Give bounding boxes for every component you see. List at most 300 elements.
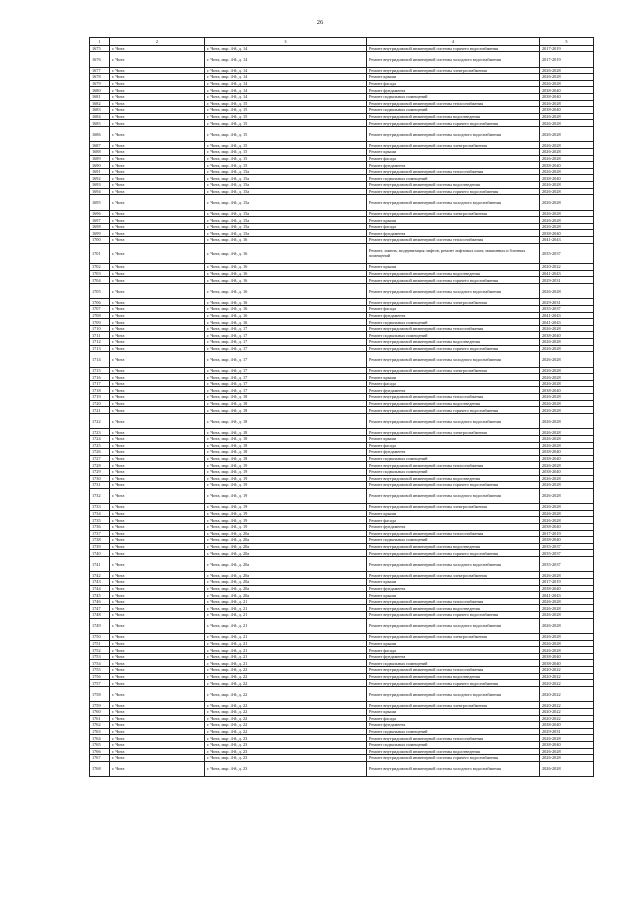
address-cell: г. Чита, мкр. 4-й, д. 22 [205, 715, 367, 722]
table-row [90, 367, 594, 374]
row-number-cell: 1735 [90, 517, 110, 524]
work-type-cell: Ремонт внутридомовой инженерной системы холодного водоснабжения [367, 413, 540, 429]
table-row [90, 407, 594, 414]
work-type-cell: Ремонт фундамента [367, 722, 540, 729]
table-row [90, 530, 594, 537]
municipality-cell: г. Чита [110, 543, 205, 550]
address-cell: г. Чита, мкр. 4-й, д. 17 [205, 352, 367, 368]
period-cell: 2026-2028 [540, 755, 594, 762]
page-number: 26 [316, 19, 324, 26]
row-number-cell: 1712 [90, 339, 110, 346]
work-type-cell: Ремонт подвальных помещений [367, 319, 540, 326]
row-number-cell: 1731 [90, 482, 110, 489]
municipality-cell: г. Чита [110, 407, 205, 414]
municipality-cell: г. Чита [110, 45, 205, 52]
work-type-cell: Ремонт подвальных помещений [367, 728, 540, 735]
row-number-cell: 1702 [90, 264, 110, 271]
address-cell: г. Чита, мкр. 4-й, д. 19 [205, 468, 367, 475]
address-cell: г. Чита, мкр. 4-й, д. 21 [205, 605, 367, 612]
address-cell: г. Чита, мкр. 4-й, д. 22 [205, 722, 367, 729]
work-type-cell: Ремонт внутридомовой инженерной системы горячего водоснабжения [367, 755, 540, 762]
address-cell: г. Чита, мкр. 4-й, д. 23 [205, 735, 367, 742]
address-cell: г. Чита, мкр. 4-й, д. 18 [205, 413, 367, 429]
municipality-cell: г. Чита [110, 374, 205, 381]
table-row [90, 612, 594, 619]
table-row [90, 605, 594, 612]
row-number-cell: 1718 [90, 387, 110, 394]
period-cell: 2026-2028 [540, 488, 594, 504]
address-cell: г. Чита, мкр. 4-й, д. 15 [205, 120, 367, 127]
row-number-cell: 1728 [90, 462, 110, 469]
row-number-cell: 1754 [90, 660, 110, 667]
municipality-cell: г. Чита [110, 387, 205, 394]
address-cell: г. Чита, мкр. 4-й, д. 21 [205, 660, 367, 667]
address-cell: г. Чита, мкр. 4-й, д. 22 [205, 702, 367, 709]
table-row [90, 217, 594, 224]
municipality-cell: г. Чита [110, 673, 205, 680]
table-row [90, 182, 594, 189]
table-row [90, 680, 594, 687]
work-type-cell: Ремонт внутридомовой инженерной системы теплоснабжения [367, 462, 540, 469]
address-cell: г. Чита, мкр. 4-й, д. 20а [205, 585, 367, 592]
municipality-cell: г. Чита [110, 715, 205, 722]
table-row [90, 462, 594, 469]
table-row [90, 380, 594, 387]
row-number-cell: 1740 [90, 550, 110, 557]
row-number-cell: 1716 [90, 374, 110, 381]
row-number-cell: 1701 [90, 243, 110, 264]
table-row [90, 585, 594, 592]
period-cell: 2026-2028 [540, 155, 594, 162]
column-header: 4 [367, 38, 540, 46]
row-number-cell: 1719 [90, 394, 110, 401]
municipality-cell: г. Чита [110, 530, 205, 537]
municipality-cell: г. Чита [110, 182, 205, 189]
table-row [90, 442, 594, 449]
municipality-cell: г. Чита [110, 517, 205, 524]
work-type-cell: Ремонт внутридомовой инженерной системы водоотведения [367, 475, 540, 482]
row-number-cell: 1692 [90, 175, 110, 182]
address-cell: г. Чита, мкр. 4-й, д. 21 [205, 598, 367, 605]
address-cell: г. Чита, мкр. 4-й, д. 15 [205, 142, 367, 149]
address-cell: г. Чита, мкр. 4-й, д. 17 [205, 380, 367, 387]
row-number-cell: 1744 [90, 585, 110, 592]
work-type-cell: Ремонт внутридомовой инженерной системы горячего водоснабжения [367, 277, 540, 284]
address-cell: г. Чита, мкр. 4-й, д. 21 [205, 653, 367, 660]
work-type-cell: Ремонт подвальных помещений [367, 660, 540, 667]
table-row [90, 579, 594, 586]
address-cell: г. Чита, мкр. 4-й, д. 21 [205, 647, 367, 654]
work-type-cell: Ремонт фасада [367, 380, 540, 387]
table-row [90, 429, 594, 436]
address-cell: г. Чита, мкр. 4-й, д. 15а [205, 223, 367, 230]
work-type-cell: Ремонт внутридомовой инженерной системы горячего водоснабжения [367, 612, 540, 619]
row-number-cell: 1705 [90, 283, 110, 299]
row-number-cell: 1684 [90, 113, 110, 120]
work-type-cell: Ремонт внутридомовой инженерной системы водоотведения [367, 339, 540, 346]
period-cell: 2026-2028 [540, 182, 594, 189]
period-cell: 2026-2028 [540, 413, 594, 429]
period-cell: 2026-2028 [540, 517, 594, 524]
row-number-cell: 1767 [90, 755, 110, 762]
address-cell: г. Чита, мкр. 4-й, д. 16 [205, 312, 367, 319]
period-cell: 2026-2028 [540, 605, 594, 612]
table-row [90, 352, 594, 368]
row-number-cell: 1680 [90, 87, 110, 94]
row-number-cell: 1724 [90, 435, 110, 442]
table-row [90, 510, 594, 517]
table-row [90, 175, 594, 182]
municipality-cell: г. Чита [110, 735, 205, 742]
table-row [90, 722, 594, 729]
municipality-cell: г. Чита [110, 155, 205, 162]
table-row [90, 435, 594, 442]
municipality-cell: г. Чита [110, 126, 205, 142]
municipality-cell: г. Чита [110, 277, 205, 284]
row-number-cell: 1686 [90, 126, 110, 142]
work-type-cell: Ремонт крыши [367, 217, 540, 224]
municipality-cell: г. Чита [110, 640, 205, 647]
municipality-cell: г. Чита [110, 429, 205, 436]
municipality-cell: г. Чита [110, 708, 205, 715]
row-number-cell: 1732 [90, 488, 110, 504]
period-cell: 2035-2037 [540, 556, 594, 572]
work-type-cell: Ремонт фасада [367, 80, 540, 87]
address-cell: г. Чита, мкр. 4-й, д. 16 [205, 299, 367, 306]
work-type-cell: Ремонт внутридомовой инженерной системы холодного водоснабжения [367, 352, 540, 368]
period-cell: 2038-2040 [540, 175, 594, 182]
table-row [90, 162, 594, 169]
period-cell: 2041-2043 [540, 270, 594, 277]
municipality-cell: г. Чита [110, 585, 205, 592]
row-number-cell: 1700 [90, 237, 110, 244]
address-cell: г. Чита, мкр. 4-й, д. 20а [205, 556, 367, 572]
period-cell: 2026-2028 [540, 618, 594, 634]
row-number-cell: 1713 [90, 345, 110, 352]
period-cell: 2026-2028 [540, 74, 594, 81]
period-cell: 2026-2028 [540, 188, 594, 195]
row-number-cell: 1710 [90, 325, 110, 332]
address-cell: г. Чита, мкр. 4-й, д. 16 [205, 243, 367, 264]
work-type-cell: Ремонт, замена, модернизация лифтов, ремонт лифтовых шахт, машинных и блочных помещений [367, 243, 540, 264]
work-type-cell: Ремонт подвальных помещений [367, 741, 540, 748]
municipality-cell: г. Чита [110, 468, 205, 475]
row-number-cell: 1720 [90, 400, 110, 407]
period-cell: 2041-2043 [540, 312, 594, 319]
row-number-cell: 1679 [90, 80, 110, 87]
period-cell: 2035-2037 [540, 306, 594, 313]
address-cell: г. Чита, мкр. 4-й, д. 15 [205, 126, 367, 142]
table-row [90, 482, 594, 489]
row-number-cell: 1696 [90, 210, 110, 217]
row-number-cell: 1762 [90, 722, 110, 729]
work-type-cell: Ремонт внутридомовой инженерной системы теплоснабжения [367, 735, 540, 742]
row-number-cell: 1742 [90, 572, 110, 579]
work-type-cell: Ремонт внутридомовой инженерной системы водоотведения [367, 605, 540, 612]
municipality-cell: г. Чита [110, 93, 205, 100]
address-cell: г. Чита, мкр. 4-й, д. 15а [205, 195, 367, 211]
row-number-cell: 1707 [90, 306, 110, 313]
period-cell: 2026-2028 [540, 168, 594, 175]
period-cell: 2026-2028 [540, 735, 594, 742]
period-cell: 2026-2028 [540, 429, 594, 436]
period-cell: 2026-2028 [540, 352, 594, 368]
work-type-cell: Ремонт фасада [367, 306, 540, 313]
period-cell: 2038-2040 [540, 653, 594, 660]
municipality-cell: г. Чита [110, 339, 205, 346]
municipality-cell: г. Чита [110, 605, 205, 612]
row-number-cell: 1704 [90, 277, 110, 284]
period-cell: 2026-2028 [540, 407, 594, 414]
municipality-cell: г. Чита [110, 592, 205, 599]
work-type-cell: Ремонт фундамента [367, 162, 540, 169]
row-number-cell: 1757 [90, 680, 110, 687]
period-cell: 2026-2028 [540, 612, 594, 619]
work-type-cell: Ремонт внутридомовой инженерной системы водоотведения [367, 182, 540, 189]
table-row [90, 475, 594, 482]
row-number-cell: 1687 [90, 142, 110, 149]
period-cell: 2038-2040 [540, 387, 594, 394]
table-row [90, 394, 594, 401]
municipality-cell: г. Чита [110, 87, 205, 94]
period-cell: 2026-2028 [540, 504, 594, 511]
table-row [90, 126, 594, 142]
row-number-cell: 1737 [90, 530, 110, 537]
address-cell: г. Чита, мкр. 4-й, д. 20а [205, 530, 367, 537]
row-number-cell: 1688 [90, 149, 110, 156]
row-number-cell: 1750 [90, 634, 110, 641]
period-cell: 2026-2028 [540, 210, 594, 217]
municipality-cell: г. Чита [110, 442, 205, 449]
address-cell: г. Чита, мкр. 4-й, д. 17 [205, 325, 367, 332]
municipality-cell: г. Чита [110, 367, 205, 374]
address-cell: г. Чита, мкр. 4-й, д. 15а [205, 168, 367, 175]
address-cell: г. Чита, мкр. 4-й, д. 22 [205, 680, 367, 687]
table-row [90, 537, 594, 544]
municipality-cell: г. Чита [110, 653, 205, 660]
work-type-cell: Ремонт внутридомовой инженерной системы холодного водоснабжения [367, 686, 540, 702]
table-header-row [90, 38, 594, 46]
address-cell: г. Чита, мкр. 4-й, д. 22 [205, 667, 367, 674]
municipality-cell: г. Чита [110, 550, 205, 557]
municipality-cell: г. Чита [110, 413, 205, 429]
work-type-cell: Ремонт внутридомовой инженерной системы электроснабжения [367, 572, 540, 579]
table-row [90, 80, 594, 87]
table-row [90, 702, 594, 709]
row-number-cell: 1678 [90, 74, 110, 81]
table-row [90, 100, 594, 107]
address-cell: г. Чита, мкр. 4-й, д. 21 [205, 618, 367, 634]
work-type-cell: Ремонт фундамента [367, 87, 540, 94]
work-type-cell: Ремонт подвальных помещений [367, 537, 540, 544]
period-cell: 2026-2028 [540, 113, 594, 120]
row-number-cell: 1723 [90, 429, 110, 436]
table-row [90, 449, 594, 456]
period-cell: 2026-2028 [540, 142, 594, 149]
table-row [90, 188, 594, 195]
work-type-cell: Ремонт внутридомовой инженерной системы горячего водоснабжения [367, 188, 540, 195]
row-number-cell: 1681 [90, 93, 110, 100]
address-cell: г. Чита, мкр. 4-й, д. 16 [205, 237, 367, 244]
period-cell: 2020-2022 [540, 708, 594, 715]
period-cell: 2020-2022 [540, 264, 594, 271]
work-type-cell: Ремонт внутридомовой инженерной системы горячего водоснабжения [367, 120, 540, 127]
table-row [90, 715, 594, 722]
work-type-cell: Ремонт внутридомовой инженерной системы электроснабжения [367, 67, 540, 74]
address-cell: г. Чита, мкр. 4-й, д. 15 [205, 155, 367, 162]
period-cell: 2026-2028 [540, 435, 594, 442]
row-number-cell: 1683 [90, 107, 110, 114]
work-type-cell: Ремонт крыши [367, 708, 540, 715]
column-header: 1 [90, 38, 110, 46]
address-cell: г. Чита, мкр. 4-й, д. 14 [205, 87, 367, 94]
table-row [90, 74, 594, 81]
period-cell: 2035-2037 [540, 550, 594, 557]
row-number-cell: 1690 [90, 162, 110, 169]
row-number-cell: 1693 [90, 182, 110, 189]
period-cell: 2026-2028 [540, 126, 594, 142]
work-type-cell: Ремонт внутридомовой инженерной системы электроснабжения [367, 299, 540, 306]
period-cell: 2026-2028 [540, 598, 594, 605]
table-row [90, 93, 594, 100]
municipality-cell: г. Чита [110, 149, 205, 156]
address-cell: г. Чита, мкр. 4-й, д. 15а [205, 210, 367, 217]
municipality-cell: г. Чита [110, 168, 205, 175]
municipality-cell: г. Чита [110, 475, 205, 482]
row-number-cell: 1691 [90, 168, 110, 175]
table-row [90, 339, 594, 346]
period-cell: 2026-2028 [540, 149, 594, 156]
table-row [90, 230, 594, 237]
row-number-cell: 1730 [90, 475, 110, 482]
address-cell: г. Чита, мкр. 4-й, д. 14 [205, 93, 367, 100]
table-row [90, 741, 594, 748]
table-row [90, 332, 594, 339]
work-type-cell: Ремонт внутридомовой инженерной системы теплоснабжения [367, 598, 540, 605]
address-cell: г. Чита, мкр. 4-й, д. 16 [205, 277, 367, 284]
period-cell: 2029-2031 [540, 728, 594, 735]
period-cell: 2038-2040 [540, 230, 594, 237]
address-cell: г. Чита, мкр. 4-й, д. 17 [205, 367, 367, 374]
municipality-cell: г. Чита [110, 243, 205, 264]
row-number-cell: 1766 [90, 748, 110, 755]
table-row [90, 387, 594, 394]
row-number-cell: 1763 [90, 728, 110, 735]
work-type-cell: Ремонт крыши [367, 74, 540, 81]
address-cell: г. Чита, мкр. 4-й, д. 19 [205, 523, 367, 530]
table-row [90, 504, 594, 511]
table-row [90, 660, 594, 667]
row-number-cell: 1760 [90, 708, 110, 715]
address-cell: г. Чита, мкр. 4-й, д. 15 [205, 113, 367, 120]
period-cell: 2017-2019 [540, 530, 594, 537]
address-cell: г. Чита, мкр. 4-й, д. 14 [205, 45, 367, 52]
row-number-cell: 1708 [90, 312, 110, 319]
table-row [90, 598, 594, 605]
address-cell: г. Чита, мкр. 4-й, д. 18 [205, 442, 367, 449]
period-cell: 2020-2022 [540, 667, 594, 674]
row-number-cell: 1753 [90, 653, 110, 660]
column-header: 3 [205, 38, 367, 46]
work-type-cell: Ремонт внутридомовой инженерной системы теплоснабжения [367, 237, 540, 244]
row-number-cell: 1756 [90, 673, 110, 680]
work-type-cell: Ремонт фундамента [367, 230, 540, 237]
period-cell: 2026-2028 [540, 462, 594, 469]
row-number-cell: 1751 [90, 640, 110, 647]
table-row [90, 468, 594, 475]
table-row [90, 523, 594, 530]
period-cell: 2038-2040 [540, 537, 594, 544]
municipality-cell: г. Чита [110, 504, 205, 511]
work-type-cell: Ремонт внутридомовой инженерной системы электроснабжения [367, 702, 540, 709]
work-type-cell: Ремонт внутридомовой инженерной системы горячего водоснабжения [367, 482, 540, 489]
table-row [90, 155, 594, 162]
address-cell: г. Чита, мкр. 4-й, д. 16 [205, 283, 367, 299]
address-cell: г. Чита, мкр. 4-й, д. 23 [205, 748, 367, 755]
period-cell: 2038-2040 [540, 660, 594, 667]
work-type-cell: Ремонт фасада [367, 647, 540, 654]
row-number-cell: 1743 [90, 579, 110, 586]
address-cell: г. Чита, мкр. 4-й, д. 14 [205, 80, 367, 87]
address-cell: г. Чита, мкр. 4-й, д. 15 [205, 149, 367, 156]
municipality-cell: г. Чита [110, 352, 205, 368]
municipality-cell: г. Чита [110, 299, 205, 306]
row-number-cell: 1733 [90, 504, 110, 511]
row-number-cell: 1675 [90, 45, 110, 52]
municipality-cell: г. Чита [110, 449, 205, 456]
period-cell: 2041-2043 [540, 319, 594, 326]
column-header: 2 [110, 38, 205, 46]
period-cell: 2017-2019 [540, 45, 594, 52]
work-type-cell: Ремонт внутридомовой инженерной системы теплоснабжения [367, 100, 540, 107]
period-cell: 2026-2028 [540, 510, 594, 517]
address-cell: г. Чита, мкр. 4-й, д. 15а [205, 188, 367, 195]
address-cell: г. Чита, мкр. 4-й, д. 15а [205, 217, 367, 224]
period-cell: 2038-2040 [540, 468, 594, 475]
address-cell: г. Чита, мкр. 4-й, д. 19 [205, 475, 367, 482]
period-cell: 2026-2028 [540, 283, 594, 299]
work-type-cell: Ремонт крыши [367, 374, 540, 381]
work-type-cell: Ремонт внутридомовой инженерной системы холодного водоснабжения [367, 761, 540, 777]
row-number-cell: 1715 [90, 367, 110, 374]
table-row [90, 618, 594, 634]
municipality-cell: г. Чита [110, 195, 205, 211]
work-type-cell: Ремонт внутридомовой инженерной системы горячего водоснабжения [367, 45, 540, 52]
row-number-cell: 1706 [90, 299, 110, 306]
address-cell: г. Чита, мкр. 4-й, д. 17 [205, 374, 367, 381]
municipality-cell: г. Чита [110, 680, 205, 687]
work-type-cell: Ремонт внутридомовой инженерной системы электроснабжения [367, 429, 540, 436]
table-row [90, 195, 594, 211]
period-cell: 2026-2028 [540, 640, 594, 647]
table-row [90, 735, 594, 742]
period-cell: 2017-2019 [540, 52, 594, 68]
row-number-cell: 1677 [90, 67, 110, 74]
row-number-cell: 1746 [90, 598, 110, 605]
table-row [90, 667, 594, 674]
period-cell: 2020-2022 [540, 702, 594, 709]
municipality-cell: г. Чита [110, 482, 205, 489]
table-row [90, 728, 594, 735]
work-type-cell: Ремонт внутридомовой инженерной системы теплоснабжения [367, 168, 540, 175]
table-row [90, 168, 594, 175]
period-cell: 2026-2028 [540, 374, 594, 381]
address-cell: г. Чита, мкр. 4-й, д. 20а [205, 537, 367, 544]
row-number-cell: 1699 [90, 230, 110, 237]
municipality-cell: г. Чита [110, 618, 205, 634]
address-cell: г. Чита, мкр. 4-й, д. 22 [205, 686, 367, 702]
work-type-cell: Ремонт внутридомовой инженерной системы холодного водоснабжения [367, 126, 540, 142]
